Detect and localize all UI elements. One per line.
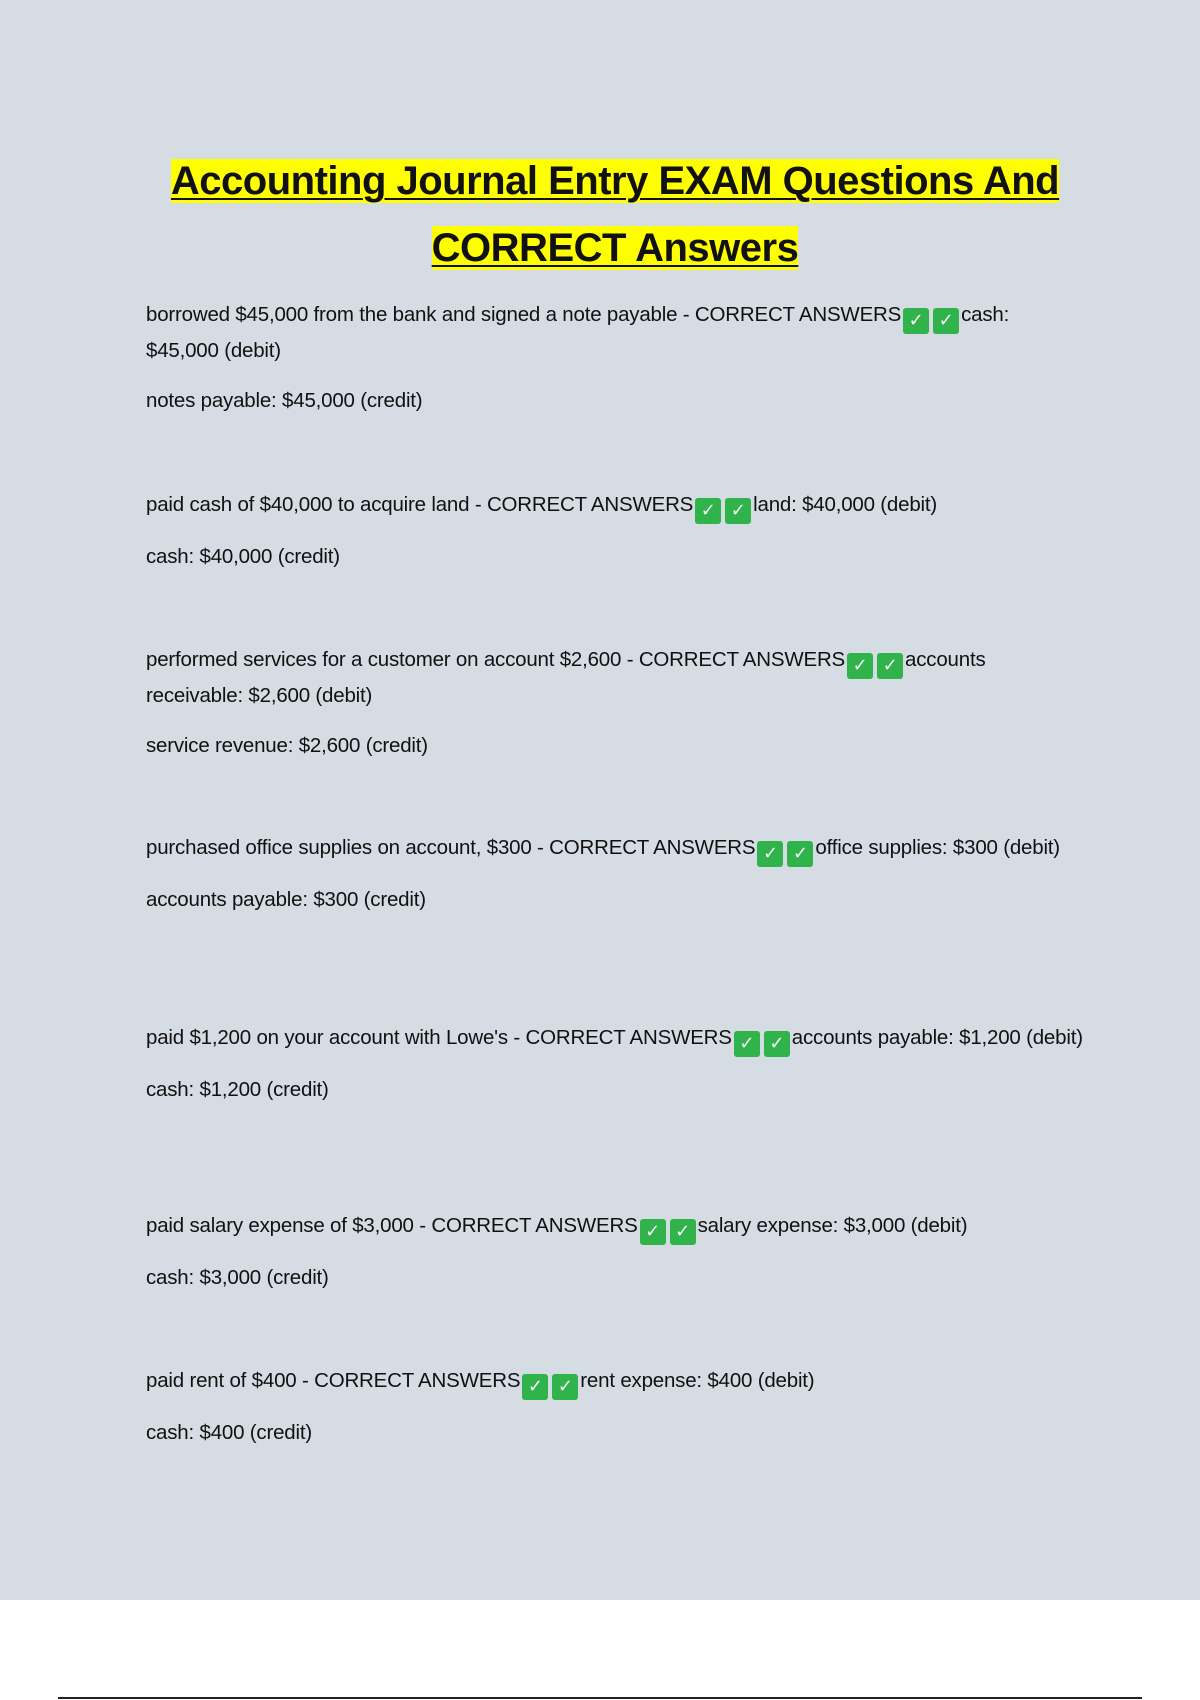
check-mark-icon: ✓ [933, 308, 959, 334]
answer-debit: accounts receivable: $2,600 (debit) [146, 648, 986, 707]
qa-entry [146, 831, 1086, 917]
answer-debit: land: $40,000 (debit) [753, 493, 938, 516]
answer-debit: accounts payable: $1,200 (debit) [791, 1026, 1083, 1049]
answer-credit: cash: $3,000 (credit) [146, 1266, 329, 1289]
answer-credit: accounts payable: $300 (credit) [146, 888, 426, 911]
footer-divider [58, 1697, 1142, 1699]
answer-credit: service revenue: $2,600 (credit) [146, 734, 428, 757]
question-text: performed services for a customer on account $2,600 - CORRECT ANSWERS [146, 648, 846, 671]
question-text: paid $1,200 on your account with Lowe's - CORRECT ANSWERS [146, 1026, 732, 1049]
check-mark-icon: ✓ [847, 653, 873, 679]
qa-question-line [146, 1021, 1086, 1057]
answer-debit: cash: $45,000 (debit) [146, 303, 1010, 362]
question-text: paid cash of $40,000 to acquire land - CORRECT ANSWERS [146, 493, 694, 516]
qa-question-line [146, 831, 1086, 867]
check-mark-icon: ✓ [522, 1374, 548, 1400]
document-title-text: Accounting Journal Entry EXAM Questions And CORRECT Answers [170, 159, 1060, 270]
check-mark-icon: ✓ [552, 1374, 578, 1400]
qa-entry [146, 643, 1086, 763]
check-mark-icon: ✓ [787, 841, 813, 867]
check-mark-icon: ✓ [725, 498, 751, 524]
question-text: paid salary expense of $3,000 - CORRECT ANSWERS [146, 1214, 638, 1237]
answer-credit: cash: $400 (credit) [146, 1421, 312, 1444]
check-mark-icon: ✓ [757, 841, 783, 867]
document-title [130, 148, 1100, 282]
qa-question-line [146, 298, 1086, 368]
question-text: paid rent of $400 - CORRECT ANSWERS [146, 1369, 521, 1392]
answer-credit: notes payable: $45,000 (credit) [146, 389, 423, 412]
check-mark-icon: ✓ [764, 1031, 790, 1057]
check-mark-icon: ✓ [695, 498, 721, 524]
qa-entry [146, 488, 1086, 574]
qa-entry [146, 298, 1086, 418]
question-text: borrowed $45,000 from the bank and signed a note payable - CORRECT ANSWERS [146, 303, 902, 326]
check-mark-icon: ✓ [640, 1219, 666, 1245]
qa-question-line [146, 1364, 1086, 1400]
check-mark-icon: ✓ [877, 653, 903, 679]
qa-entry [146, 1021, 1086, 1107]
qa-entry [146, 1209, 1086, 1295]
answer-credit: cash: $1,200 (credit) [146, 1078, 329, 1101]
qa-question-line [146, 643, 1086, 713]
qa-question-line [146, 488, 1086, 524]
check-mark-icon: ✓ [734, 1031, 760, 1057]
answer-debit: office supplies: $300 (debit) [815, 836, 1060, 859]
qa-question-line [146, 1209, 1086, 1245]
answer-debit: salary expense: $3,000 (debit) [697, 1214, 968, 1237]
answer-debit: rent expense: $400 (debit) [580, 1369, 815, 1392]
check-mark-icon: ✓ [903, 308, 929, 334]
answer-credit: cash: $40,000 (credit) [146, 545, 340, 568]
qa-entry [146, 1364, 1086, 1450]
check-mark-icon: ✓ [670, 1219, 696, 1245]
question-text: purchased office supplies on account, $300 - CORRECT ANSWERS [146, 836, 756, 859]
